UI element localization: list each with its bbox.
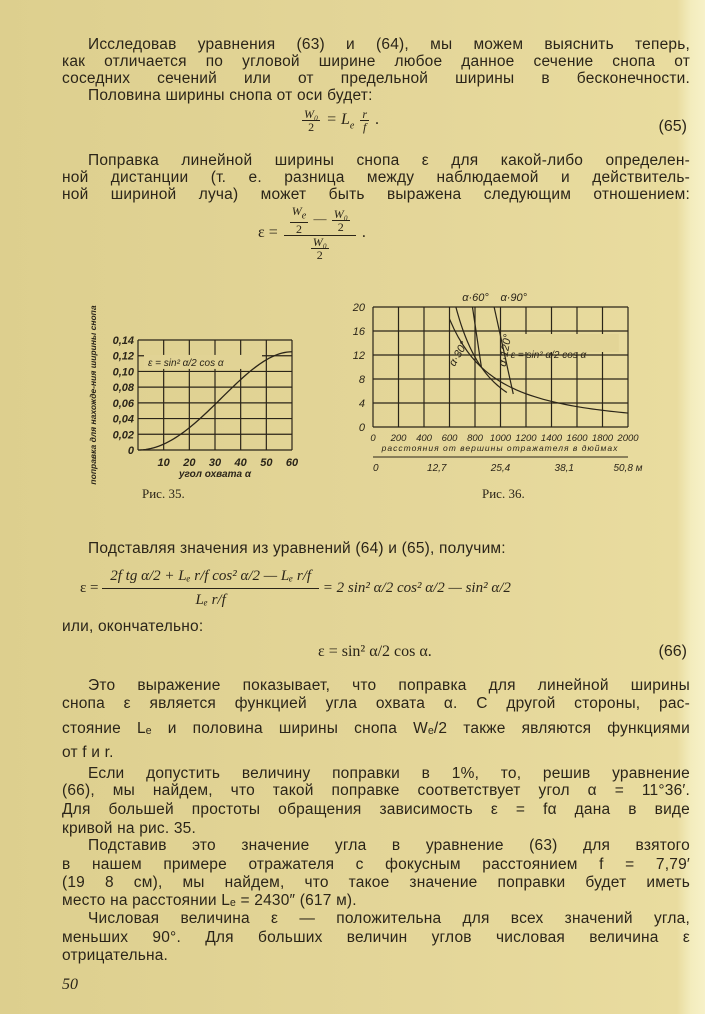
equation-number: (65) [658, 118, 687, 135]
symbol: = L [326, 111, 350, 129]
text-line: меньших 90°. Для больших величин углов числовая величина ε [62, 929, 690, 946]
curve-label: α·120° [496, 333, 515, 368]
x-tick-label: 200 [390, 433, 407, 444]
y-tick-label: 16 [352, 326, 365, 338]
x-tick-label: 60 [285, 457, 299, 469]
x-axis-label: расстояния от вершины отражателя в дюймах [381, 443, 619, 453]
equation-epsilon: ε = $\frac{W_e}{2}$ — $\frac{\text{W₀}}{2}$ $\frac{\text{W₀}}{2}$ . [258, 204, 366, 263]
y-tick-label: 0,12 [112, 350, 134, 363]
x-tick-label: 600 [441, 433, 458, 444]
curve-label: α·90° [500, 292, 528, 304]
text-line: отрицательна. [62, 947, 169, 964]
x-tick-label: 1600 [566, 433, 588, 444]
equation-big [80, 568, 511, 609]
numerator: W₀ [312, 235, 327, 250]
x-tick-label: 1800 [591, 433, 614, 444]
text-line: Подставляя значения из уравнений (64) и (65), получим: [88, 540, 506, 557]
x-axis-label: угол охвата α [178, 469, 252, 480]
text-line: как отличается по угловой ширине любое данное сечение снопа от [62, 53, 690, 70]
text-line: Это выражение показывает, что поправка для линейной ширины [88, 677, 690, 694]
subscript: e [349, 120, 355, 132]
curve-label: α·60° [462, 292, 489, 304]
symbol: W [291, 204, 302, 218]
y-tick-label: 0,04 [112, 413, 134, 426]
numerator: W₀ [304, 107, 319, 121]
y-tick-label: 4 [358, 398, 365, 410]
x-tick-label: 800 [467, 433, 483, 444]
y-tick-label: 0,14 [112, 335, 134, 347]
text-line: в нашем примере отражателя с фокусным расстоянием f = 7,79′ [62, 856, 690, 873]
text-line: Поправка линейной ширины снопа ε для какой-либо определен- [88, 152, 690, 169]
text-line: место на расстоянии Lₑ = 2430″ (617 м). [62, 892, 357, 909]
text-line: от f и r. [62, 744, 114, 761]
figure-35-caption: Рис. 35. [142, 486, 185, 501]
denominator: 2 [316, 248, 323, 263]
x-tick-label: 1400 [540, 433, 563, 444]
equation-number: (66) [658, 643, 687, 660]
denominator: 2 [295, 222, 302, 237]
text-line: ной дистанции (т. е. разница между наблюдаемой и действитель- [62, 169, 690, 186]
text-line: соседних сечений или от предельной ширины в бесконечности. [62, 70, 690, 87]
figure-36-caption: Рис. 36. [482, 486, 525, 501]
text-line: (19 8 см), мы найдем, что такое значение поправки будет иметь [62, 874, 690, 891]
denominator: f [362, 120, 367, 134]
denominator: 2 [337, 219, 344, 234]
curve-formula: ε = sin² α/2 cos α [510, 350, 587, 361]
x-tick-label: 50 [260, 457, 273, 469]
text-line: кривой на рис. 35. [62, 820, 196, 837]
series-line [472, 307, 481, 367]
text-line: Подставив это значение угла в уравнение (63) для взятого [88, 837, 690, 854]
y-axis-label: поправка для нахожде-ния ширины снопа [88, 305, 98, 485]
y-tick-label: 0,06 [112, 397, 134, 410]
text-line: Для большей простоты обращения зависимость ε = fα дана в виде [62, 801, 690, 818]
x-tick-label: 30 [208, 457, 222, 469]
lhs: ε = [80, 580, 99, 596]
rhs: = 2 sin² α/2 cos² α/2 — sin² α/2 [322, 580, 511, 596]
equation-66: ε = sin² α/2 cos α. [318, 643, 432, 660]
metric-tick-label: 0 [373, 463, 379, 474]
equation-65: $\frac{\text{W₀}}{2}$ = $L_e$ $\frac{r}{f}$ . [304, 107, 379, 134]
text-line: или, окончательно: [62, 618, 204, 635]
text-line: снопа ε является функцией угла охвата α. С другой стороны, рас- [62, 695, 690, 712]
numerator: W₀ [333, 206, 348, 221]
y-tick-label: 0,08 [112, 382, 134, 395]
y-tick-label: 0 [358, 422, 365, 434]
lhs: ε = [258, 224, 278, 242]
x-tick-label: 10 [157, 457, 170, 469]
text-line: Числовая величина ε — положительна для всех значений угла, [88, 910, 690, 927]
denominator: Lₑ r/f [195, 592, 226, 608]
curve-label: α·30° [446, 339, 471, 369]
page-number: 50 [62, 976, 78, 993]
curve-formula: ε = sin² α/2 cos α [148, 357, 224, 369]
text-line: (66), мы найдем, что такой поправке соответствует угол α = 11°36′. [62, 782, 690, 799]
y-tick-label: 0,10 [112, 366, 134, 379]
y-tick-label: 20 [352, 302, 365, 314]
text-line: Исследовав уравнения (63) и (64), мы можем выяснить теперь, [88, 36, 690, 53]
y-tick-label: 0 [127, 445, 134, 457]
x-tick-label: 0 [370, 433, 376, 444]
text-line: Если допустить величину поправки в 1%, то, решив уравнение [88, 765, 690, 782]
text-line: ной шириной луча) может быть выражена следующим отношением: [62, 186, 690, 203]
numerator: r [362, 107, 367, 121]
numerator: 2f tg α/2 + Lₑ r/f cos² α/2 — Lₑ r/f [102, 568, 319, 589]
denominator: 2 [308, 120, 315, 134]
x-tick-label: 1200 [515, 433, 537, 444]
metric-tick-label: 50,8 м [613, 463, 643, 474]
x-tick-label: 1000 [489, 433, 512, 444]
metric-tick-label: 12,7 [427, 463, 447, 474]
x-tick-label: 40 [234, 457, 247, 469]
minus: — [313, 211, 327, 227]
metric-tick-label: 25,4 [490, 463, 511, 474]
text-line: Половина ширины снопа от оси будет: [88, 87, 373, 104]
y-tick-label: 12 [352, 350, 365, 362]
metric-tick-label: 38,1 [554, 463, 574, 474]
subscript: e [301, 210, 307, 222]
text-line: стояние Lₑ и половина ширины снопа Wₑ/2 также являются функциями [62, 720, 690, 737]
x-tick-label: 400 [416, 433, 432, 444]
x-tick-label: 2000 [617, 433, 639, 444]
x-tick-label: 20 [183, 457, 196, 469]
y-tick-label: 8 [358, 374, 365, 386]
y-tick-label: 0,02 [112, 429, 134, 442]
